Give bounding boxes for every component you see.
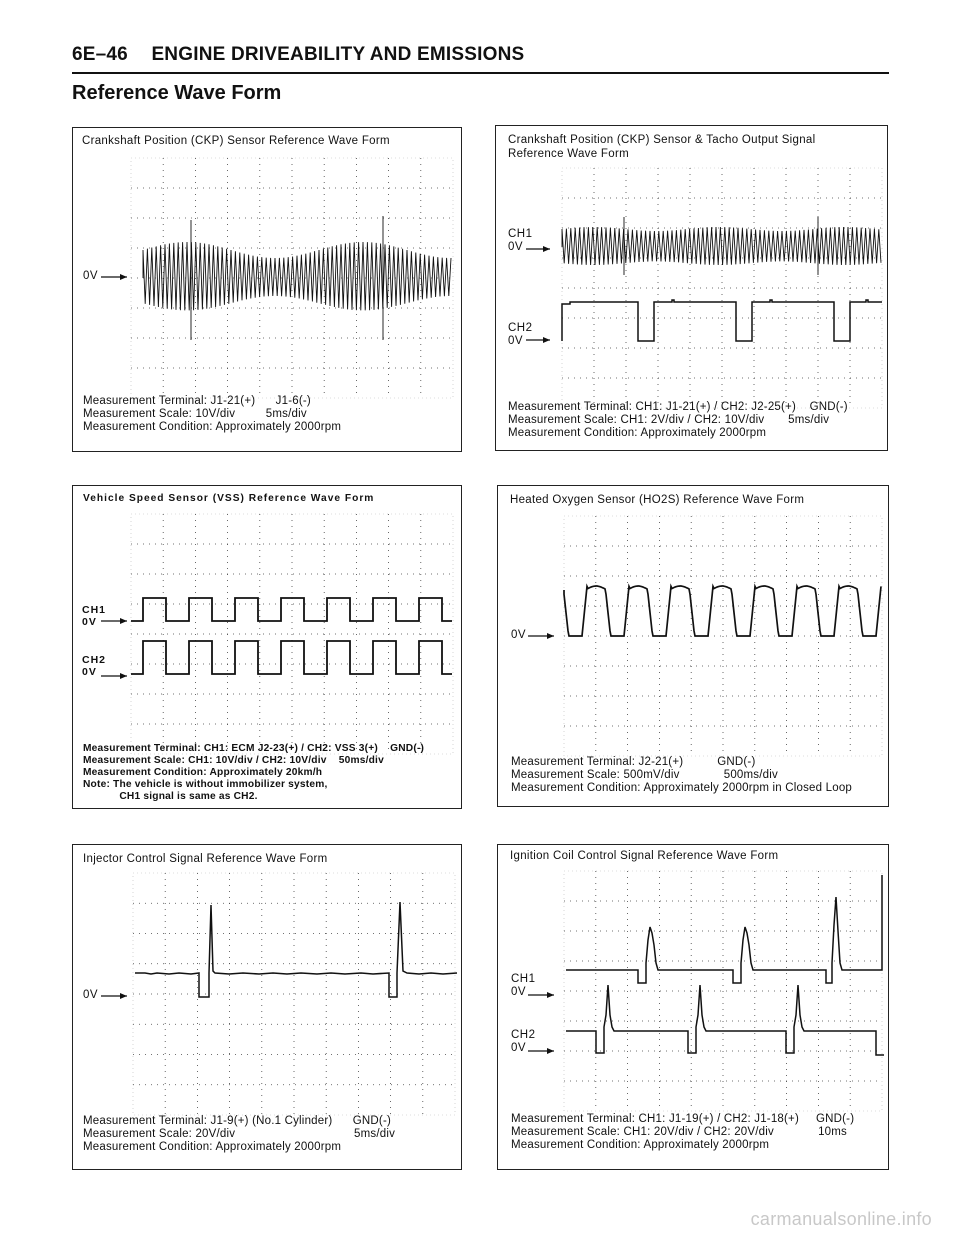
panel-injector bbox=[72, 844, 462, 1170]
channel-label: 0V bbox=[83, 270, 99, 282]
measurement-line: Measurement Terminal: CH1: J1-21(+) / CH2: J2-25(+) GND(-) bbox=[508, 401, 848, 413]
measurement-line: Measurement Terminal: J1-9(+) (No.1 Cylinder) GND(-) bbox=[83, 1115, 392, 1127]
measurement-line: CH1 signal is same as CH2. bbox=[83, 791, 258, 802]
measurement-line: Measurement Scale: 20V/div 5ms/div bbox=[83, 1128, 396, 1140]
measurement-line: Measurement Condition: Approximately 2000rpm bbox=[83, 1141, 342, 1153]
panel-title: Vehicle Speed Sensor (VSS) Reference Wave Form bbox=[83, 493, 375, 504]
panel-ckp-tacho bbox=[495, 125, 888, 451]
measurement-line: Note: The vehicle is without immobilizer system, bbox=[83, 779, 328, 790]
header-rule bbox=[72, 72, 889, 74]
panel-ho2s bbox=[497, 485, 889, 807]
chapter-title: ENGINE DRIVEABILITY AND EMISSIONS bbox=[151, 44, 525, 65]
measurement-line: Measurement Condition: Approximately 2000rpm bbox=[508, 427, 767, 439]
panel-title: Ignition Coil Control Signal Reference Wave Form bbox=[510, 850, 779, 862]
section-title: Reference Wave Form bbox=[72, 82, 282, 104]
channel-label: CH1 0V bbox=[508, 228, 533, 253]
panel-title: Crankshaft Position (CKP) Sensor Reference Wave Form bbox=[82, 135, 390, 147]
panel-vss bbox=[72, 485, 462, 809]
channel-label: 0V bbox=[83, 989, 99, 1001]
page-number: 6E–46 bbox=[72, 44, 128, 65]
channel-label: CH2 0V bbox=[508, 322, 533, 347]
measurement-line: Measurement Scale: CH1: 10V/div / CH2: 10V/div 50ms/div bbox=[83, 755, 384, 766]
panel-title: Heated Oxygen Sensor (HO2S) Reference Wave Form bbox=[510, 494, 805, 506]
measurement-line: Measurement Condition: Approximately 20km/h bbox=[83, 767, 323, 778]
channel-label: 0V bbox=[511, 629, 527, 641]
measurement-line: Measurement Scale: CH1: 2V/div / CH2: 10V/div 5ms/div bbox=[508, 414, 830, 426]
measurement-line: Measurement Terminal: J1-21(+) J1-6(-) bbox=[83, 395, 311, 407]
panel-ignition bbox=[497, 844, 889, 1170]
measurement-line: Measurement Scale: 10V/div 5ms/div bbox=[83, 408, 307, 420]
panel-ckp bbox=[72, 127, 462, 452]
channel-label: CH1 0V bbox=[511, 973, 536, 998]
watermark: carmanualsonline.info bbox=[750, 1209, 932, 1229]
measurement-line: Measurement Condition: Approximately 2000rpm bbox=[511, 1139, 770, 1151]
panel-title: Crankshaft Position (CKP) Sensor & Tacho Output Signal Reference Wave Form bbox=[508, 134, 816, 160]
measurement-line: Measurement Scale: CH1: 20V/div / CH2: 20V/div 10ms bbox=[511, 1126, 848, 1138]
channel-label: CH2 0V bbox=[82, 654, 107, 678]
channel-label: CH1 0V bbox=[82, 604, 107, 628]
measurement-line: Measurement Terminal: J2-21(+) GND(-) bbox=[511, 756, 756, 768]
measurement-line: Measurement Condition: Approximately 2000rpm bbox=[83, 421, 342, 433]
measurement-line: Measurement Terminal: CH1: ECM J2-23(+) / CH2: VSS 3(+) GND(-) bbox=[83, 743, 425, 754]
measurement-line: Measurement Scale: 500mV/div 500ms/div bbox=[511, 769, 778, 781]
measurement-line: Measurement Terminal: CH1: J1-19(+) / CH2: J1-18(+) GND(-) bbox=[511, 1113, 855, 1125]
panel-title: Injector Control Signal Reference Wave Form bbox=[83, 853, 328, 865]
measurement-line: Measurement Condition: Approximately 2000rpm in Closed Loop bbox=[511, 782, 853, 794]
channel-label: CH2 0V bbox=[511, 1029, 536, 1054]
page-header bbox=[72, 44, 524, 66]
